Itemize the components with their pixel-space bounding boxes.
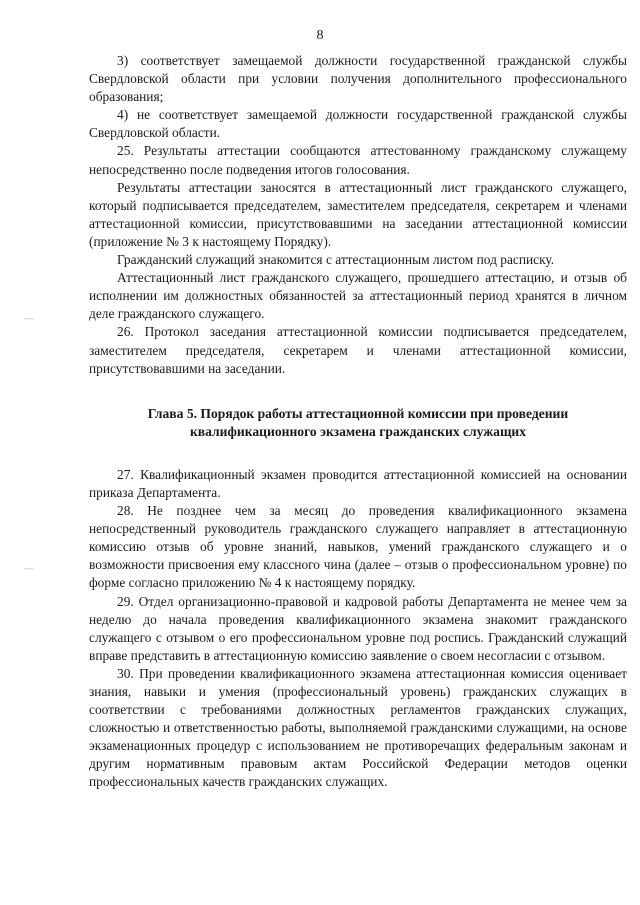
paragraph-29: 29. Отдел организационно-правовой и кадровой работы Департамента не менее чем за неделю до начала проведения квалификационного экзамена знакомит гражданского служащего с отзывом о его профессиональном уровне под роспись. Гражданский служащий вправе представить в аттестационную комиссию заявление о своем несогласии с отзывом. [89, 593, 627, 663]
paragraph-28: 28. Не позднее чем за месяц до проведения квалификационного экзамена непосредственный руководитель гражданского служащего направляет в аттестационную комиссию отзыв об уровне знаний, навыков, умений гражданского служащего и о возможности присвоения ему классного чина (далее – отзыв о профессиональном уровне) по форме согласно приложению № 4 к настоящему порядку. [89, 503, 627, 591]
paragraph-26: 26. Протокол заседания аттестационной комиссии подписывается председателем, заместителем председателя, секретарем и членами аттестационной комиссии, присутствовавшими на заседании. [89, 324, 627, 376]
paragraph-25: 25. Результаты аттестации сообщаются аттестованному гражданскому служащему непосредственно после подведения итогов голосования. [89, 143, 627, 177]
page-number: 8 [316, 28, 324, 43]
chapter-title-line: Глава 5. Порядок работы аттестационной комиссии при проведении [147, 405, 569, 421]
paragraph-30: 30. При проведении квалификационного экзамена аттестационная комиссия оценивает знания, навыки и умения (профессиональный уровень) гражданских служащих в соответствии с требованиями должностных регламентов гражданских служащих, сложностью и ответственностью работы, выполняемой гражданскими служащими, на основе экзаменационных процедур с использованием не противоречащих федеральным законам и другим нормативным правовым актам Российской Федерации методов оценки профессиональных качеств гражданских служащих. [89, 665, 627, 790]
paragraph-25-signature: Гражданский служащий знакомится с аттестационным листом под расписку. [117, 252, 555, 268]
paragraph-27: 27. Квалификационный экзамен проводится аттестационной комиссией на основании приказа Департамента. [89, 466, 627, 500]
margin-mark: ~~ [24, 564, 34, 574]
paragraph-25-storage: Аттестационный лист гражданского служащего, прошедшего аттестацию, и отзыв об исполнении им должностных обязанностей за аттестационный период хранятся в личном деле гражданского служащего. [89, 270, 627, 322]
paragraph-item-3: 3) соответствует замещаемой должности государственной гражданской службы Свердловской области при условии получения дополнительного профессионального образования; [89, 53, 627, 105]
paragraph-25-results: Результаты аттестации заносятся в аттестационный лист гражданского служащего, который подписывается председателем, заместителем председателя, секретарем и членами аттестационной комиссии, присутствовавшими на заседании аттестационной комиссии (приложение № 3 к настоящему Порядку). [89, 179, 627, 249]
chapter-title-line: квалификационного экзамена гражданских служащих [189, 423, 527, 439]
document-body [89, 52, 627, 792]
margin-mark: ~~ [24, 314, 34, 324]
chapter-title [89, 405, 627, 441]
paragraph-item-4: 4) не соответствует замещаемой должности государственной гражданской службы Свердловской области. [89, 107, 627, 141]
